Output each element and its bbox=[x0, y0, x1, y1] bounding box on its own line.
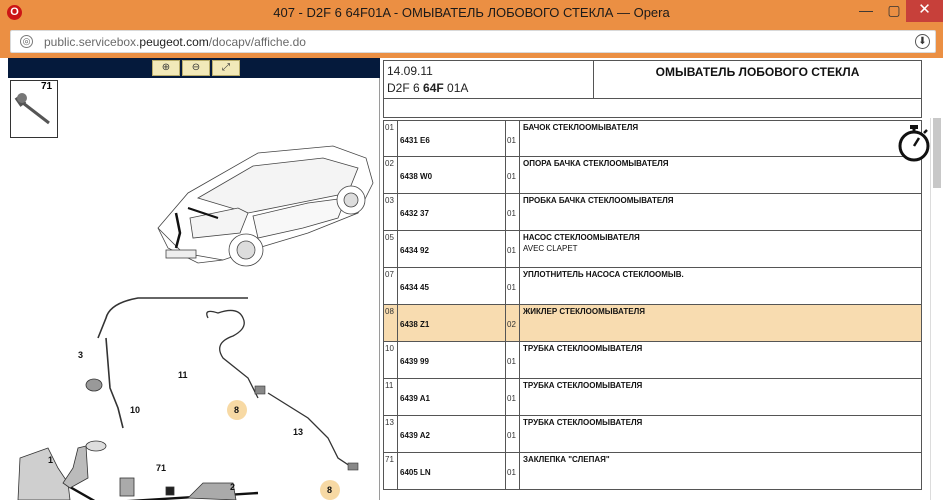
part-reference: 6438 W0 bbox=[398, 157, 506, 193]
part-description bbox=[521, 194, 921, 230]
table-row[interactable] bbox=[383, 379, 922, 416]
table-row[interactable] bbox=[383, 305, 922, 342]
part-description-text: ОПОРА БАЧКА СТЕКЛООМЫВАТЕЛЯ bbox=[523, 159, 669, 168]
url-path: /docapv/affiche.do bbox=[208, 35, 306, 49]
opera-logo-icon: O bbox=[7, 5, 22, 20]
part-reference: 6439 A1 bbox=[398, 379, 506, 415]
callout-1: 1 bbox=[48, 455, 54, 465]
callout-8b: 8 bbox=[327, 485, 333, 495]
row-index: 05 bbox=[384, 231, 398, 267]
callout-8a: 8 bbox=[234, 405, 240, 415]
zoom-in-button[interactable]: ⊕ bbox=[152, 60, 180, 76]
part-quantity: 01 bbox=[506, 157, 520, 193]
part-description bbox=[521, 453, 921, 489]
address-bar bbox=[0, 26, 943, 58]
table-row[interactable] bbox=[383, 231, 922, 268]
part-description-text: ЖИКЛЕР СТЕКЛООМЫВАТЕЛЯ bbox=[523, 307, 645, 316]
row-index: 13 bbox=[384, 416, 398, 452]
table-row[interactable] bbox=[383, 268, 922, 305]
part-description bbox=[521, 268, 921, 304]
page-title: ОМЫВАТЕЛЬ ЛОБОВОГО СТЕКЛА bbox=[655, 65, 860, 79]
close-button[interactable]: ✕ bbox=[906, 0, 943, 22]
header-rule bbox=[384, 98, 921, 99]
table-row[interactable] bbox=[383, 120, 922, 157]
part-quantity: 02 bbox=[506, 305, 520, 341]
catalog-code-bold: 64F bbox=[423, 81, 444, 95]
catalog-code bbox=[387, 81, 468, 95]
part-description-text: УПЛОТНИТЕЛЬ НАСОСА СТЕКЛООМЫВ. bbox=[523, 270, 684, 279]
window-title: 407 - D2F 6 64F01A - ОМЫВАТЕЛЬ ЛОБОВОГО СТЕКЛА — Opera bbox=[273, 5, 670, 20]
row-index: 02 bbox=[384, 157, 398, 193]
row-index: 01 bbox=[384, 121, 398, 156]
part-description-text: НАСОС СТЕКЛООМЫВАТЕЛЯ bbox=[523, 233, 640, 242]
part-description bbox=[521, 121, 921, 156]
row-index: 71 bbox=[384, 453, 398, 489]
part-description bbox=[521, 416, 921, 452]
part-description bbox=[521, 231, 921, 267]
url-field[interactable] bbox=[10, 30, 936, 53]
part-reference: 6439 A2 bbox=[398, 416, 506, 452]
rivet-thumbnail[interactable] bbox=[10, 80, 58, 138]
callout-10: 10 bbox=[130, 405, 141, 415]
catalog-code-prefix: D2F 6 bbox=[387, 81, 424, 95]
url-host-prefix: public.servicebox. bbox=[44, 35, 140, 49]
part-reference: 6405 LN bbox=[398, 453, 506, 489]
callout-3: 3 bbox=[78, 350, 84, 360]
reservoir bbox=[18, 379, 106, 500]
parts-panel bbox=[381, 58, 943, 500]
table-row[interactable] bbox=[383, 194, 922, 231]
part-quantity: 01 bbox=[506, 416, 520, 452]
part-description-note: AVEC CLAPET bbox=[523, 244, 578, 253]
row-index: 08 bbox=[384, 305, 398, 341]
maximize-button[interactable]: ▢ bbox=[887, 2, 901, 18]
catalog-date: 14.09.11 bbox=[387, 64, 433, 78]
row-index: 03 bbox=[384, 194, 398, 230]
table-row[interactable] bbox=[383, 342, 922, 379]
row-index: 07 bbox=[384, 268, 398, 304]
part-description bbox=[521, 305, 921, 341]
part-quantity: 01 bbox=[506, 453, 520, 489]
part-quantity: 01 bbox=[506, 342, 520, 378]
minimize-button[interactable]: — bbox=[859, 2, 873, 18]
table-row[interactable] bbox=[383, 157, 922, 194]
callout-71: 71 bbox=[156, 463, 167, 473]
thumbnail-label: 71 bbox=[41, 81, 53, 92]
catalog-code-suffix: 01A bbox=[443, 81, 469, 95]
stopwatch-icon[interactable] bbox=[897, 124, 931, 162]
row-index: 10 bbox=[384, 342, 398, 378]
globe-icon: ◎ bbox=[20, 35, 33, 48]
callouts bbox=[48, 350, 340, 500]
scrollbar-thumb[interactable] bbox=[933, 118, 941, 188]
part-reference: 6432 37 bbox=[398, 194, 506, 230]
part-reference: 6434 45 bbox=[398, 268, 506, 304]
part-description-text: ТРУБКА СТЕКЛООМЫВАТЕЛЯ bbox=[523, 344, 643, 353]
callout-2: 2 bbox=[230, 482, 236, 492]
part-description-text: БАЧОК СТЕКЛООМЫВАТЕЛЯ bbox=[523, 123, 639, 132]
part-quantity: 01 bbox=[506, 231, 520, 267]
part-reference: 6438 Z1 bbox=[398, 305, 506, 341]
diagram-panel bbox=[8, 58, 380, 500]
part-description-text: ТРУБКА СТЕКЛООМЫВАТЕЛЯ bbox=[523, 418, 643, 427]
car-outline bbox=[158, 146, 373, 266]
part-description bbox=[521, 379, 921, 415]
part-reference: 6434 92 bbox=[398, 231, 506, 267]
part-reference: 6439 99 bbox=[398, 342, 506, 378]
part-description bbox=[521, 342, 921, 378]
title-bar bbox=[0, 0, 943, 26]
url-text[interactable] bbox=[44, 35, 306, 49]
part-reference: 6431 E6 bbox=[398, 121, 506, 156]
url-host-domain: peugeot.com bbox=[139, 35, 209, 49]
table-row[interactable] bbox=[383, 453, 922, 490]
part-quantity: 01 bbox=[506, 379, 520, 415]
part-description bbox=[521, 157, 921, 193]
callout-11: 11 bbox=[178, 370, 188, 380]
row-index: 11 bbox=[384, 379, 398, 415]
part-quantity: 01 bbox=[506, 268, 520, 304]
part-quantity: 01 bbox=[506, 194, 520, 230]
zoom-toolbar bbox=[8, 58, 380, 78]
download-icon[interactable]: ⬇ bbox=[915, 34, 930, 49]
part-quantity: 01 bbox=[506, 121, 520, 156]
zoom-out-button[interactable]: ⊖ bbox=[182, 60, 210, 76]
part-description-text: ТРУБКА СТЕКЛООМЫВАТЕЛЯ bbox=[523, 381, 643, 390]
table-row[interactable] bbox=[383, 416, 922, 453]
pump-and-bracket bbox=[94, 478, 236, 500]
callout-13: 13 bbox=[293, 427, 304, 437]
washer-hoses bbox=[63, 298, 358, 500]
parts-header bbox=[383, 60, 922, 118]
part-description-text: ПРОБКА БАЧКА СТЕКЛООМЫВАТЕЛЯ bbox=[523, 196, 674, 205]
parts-table bbox=[383, 120, 922, 490]
part-description-text: ЗАКЛЕПКА "СЛЕПАЯ" bbox=[523, 455, 610, 464]
parts-diagram bbox=[8, 138, 380, 500]
fit-view-button[interactable]: ⤢ bbox=[212, 60, 240, 76]
vertical-scrollbar[interactable] bbox=[930, 118, 943, 500]
